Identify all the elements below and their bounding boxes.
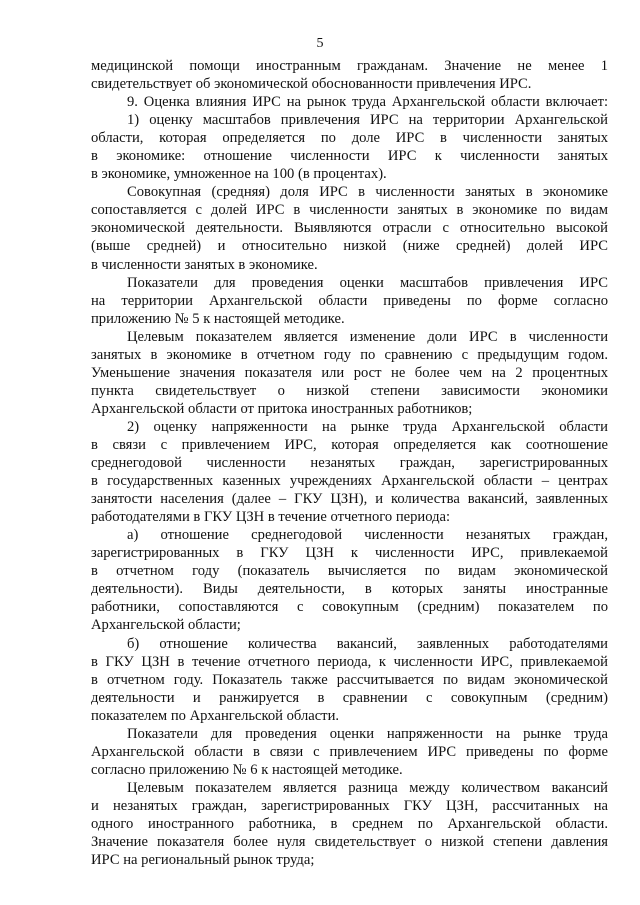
text-line: в экономике: отношение численности ИРС к численности занятых: [91, 148, 608, 165]
text-line: Архангельской области в связи с привлечением ИРС приведены по форме: [91, 743, 608, 760]
text-line: (выше средней) и относительно низкой (ниже средней) долей ИРС: [91, 238, 608, 255]
text-line: в связи с привлечением ИРС, которая определяется как соотношение: [91, 436, 608, 453]
text-line: работодателями в ГКУ ЦЗН в течение отчетного периода:: [91, 509, 451, 526]
text-line: а) отношение среднегодовой численности незанятых граждан,: [127, 527, 608, 544]
text-line: Показатели для проведения оценки масштабов привлечения ИРС: [127, 274, 608, 291]
text-line: Целевым показателем является разница между количеством вакансий: [127, 779, 608, 796]
text-line: медицинской помощи иностранным гражданам. Значение не менее 1: [91, 58, 608, 74]
text-line: в отчетном году (показатель вычисляется по видам экономической: [91, 563, 608, 580]
text-line: Совокупная (средняя) доля ИРС в численности занятых в экономике: [127, 184, 608, 201]
text-line: б) отношение количества вакансий, заявленных работодателями: [127, 635, 608, 652]
text-line: показателем по Архангельской области.: [91, 707, 340, 724]
text-line: зарегистрированных в ГКУ ЦЗН к численности ИРС, привлекаемой: [91, 545, 608, 562]
text-line: ИРС на региональный рынок труда;: [91, 852, 315, 869]
text-line: 9. Оценка влияния ИРС на рынок труда Архангельской области включает:: [127, 94, 608, 111]
text-line: занятых в экономике в отчетном году по сравнению с предыдущим годом.: [91, 346, 608, 363]
text-line: Показатели для проведения оценки напряженности на рынке труда: [127, 725, 608, 742]
text-line: занятости населения (далее – ГКУ ЦЗН), и количества вакансий, заявленных: [91, 491, 608, 508]
document-body: [91, 57, 608, 869]
text-line: деятельности). Виды деятельности, в которых заняты иностранные: [91, 581, 608, 598]
text-line: Значение показателя более нуля свидетельствует о низкой степени давления: [91, 834, 608, 851]
text-line: в отчетном году. Показатель также рассчитывается по видам экономической: [91, 671, 608, 688]
text-line: и незанятых граждан, зарегистрированных ГКУ ЦЗН, рассчитанных на: [91, 797, 608, 814]
text-line: в государственных казенных учреждениях Архангельской области – центрах: [91, 473, 608, 490]
text-line: одного иностранного работника, в среднем по Архангельской области.: [91, 815, 608, 832]
text-line: 1) оценку масштабов привлечения ИРС на территории Архангельской: [127, 112, 608, 129]
text-line: в экономике, умноженное на 100 (в процентах).: [91, 166, 387, 183]
text-line: работники, сопоставляются с совокупным (средним) показателем по: [91, 599, 608, 616]
text-line: области, которая определяется по доле ИРС в численности занятых: [91, 130, 608, 147]
text-line: 2) оценку напряженности на рынке труда Архангельской области: [127, 418, 608, 435]
text-line: среднегодовой численности незанятых граждан, зарегистрированных: [91, 455, 608, 472]
text-line: деятельности и ранжируется в сравнении с совокупным (средним): [91, 689, 608, 706]
text-line: свидетельствует об экономической обоснованности привлечения ИРС.: [91, 76, 532, 93]
text-line: Архангельской области;: [91, 617, 241, 634]
text-line: сопоставляется с долей ИРС в численности занятых в экономике по видам: [91, 202, 608, 219]
text-line: Уменьшение значения показателя или рост не более чем на 2 процентных: [91, 364, 608, 381]
text-line: пункта свидетельствует о низкой степени зависимости экономики: [91, 382, 608, 399]
text-line: в численности занятых в экономике.: [91, 256, 318, 273]
text-line: Архангельской области от притока иностранных работников;: [91, 400, 473, 417]
text-line: согласно приложению № 6 к настоящей методике.: [91, 761, 403, 778]
text-line: на территории Архангельской области приведены по форме согласно: [91, 292, 608, 309]
text-line: приложению № 5 к настоящей методике.: [91, 310, 345, 327]
page-number: 5: [316, 36, 324, 51]
text-line: Целевым показателем является изменение доли ИРС в численности: [127, 328, 608, 345]
text-line: экономической деятельности. Выявляются отрасли с относительно высокой: [91, 220, 608, 237]
text-line: в ГКУ ЦЗН в течение отчетного периода, к численности ИРС, привлекаемой: [91, 653, 608, 670]
